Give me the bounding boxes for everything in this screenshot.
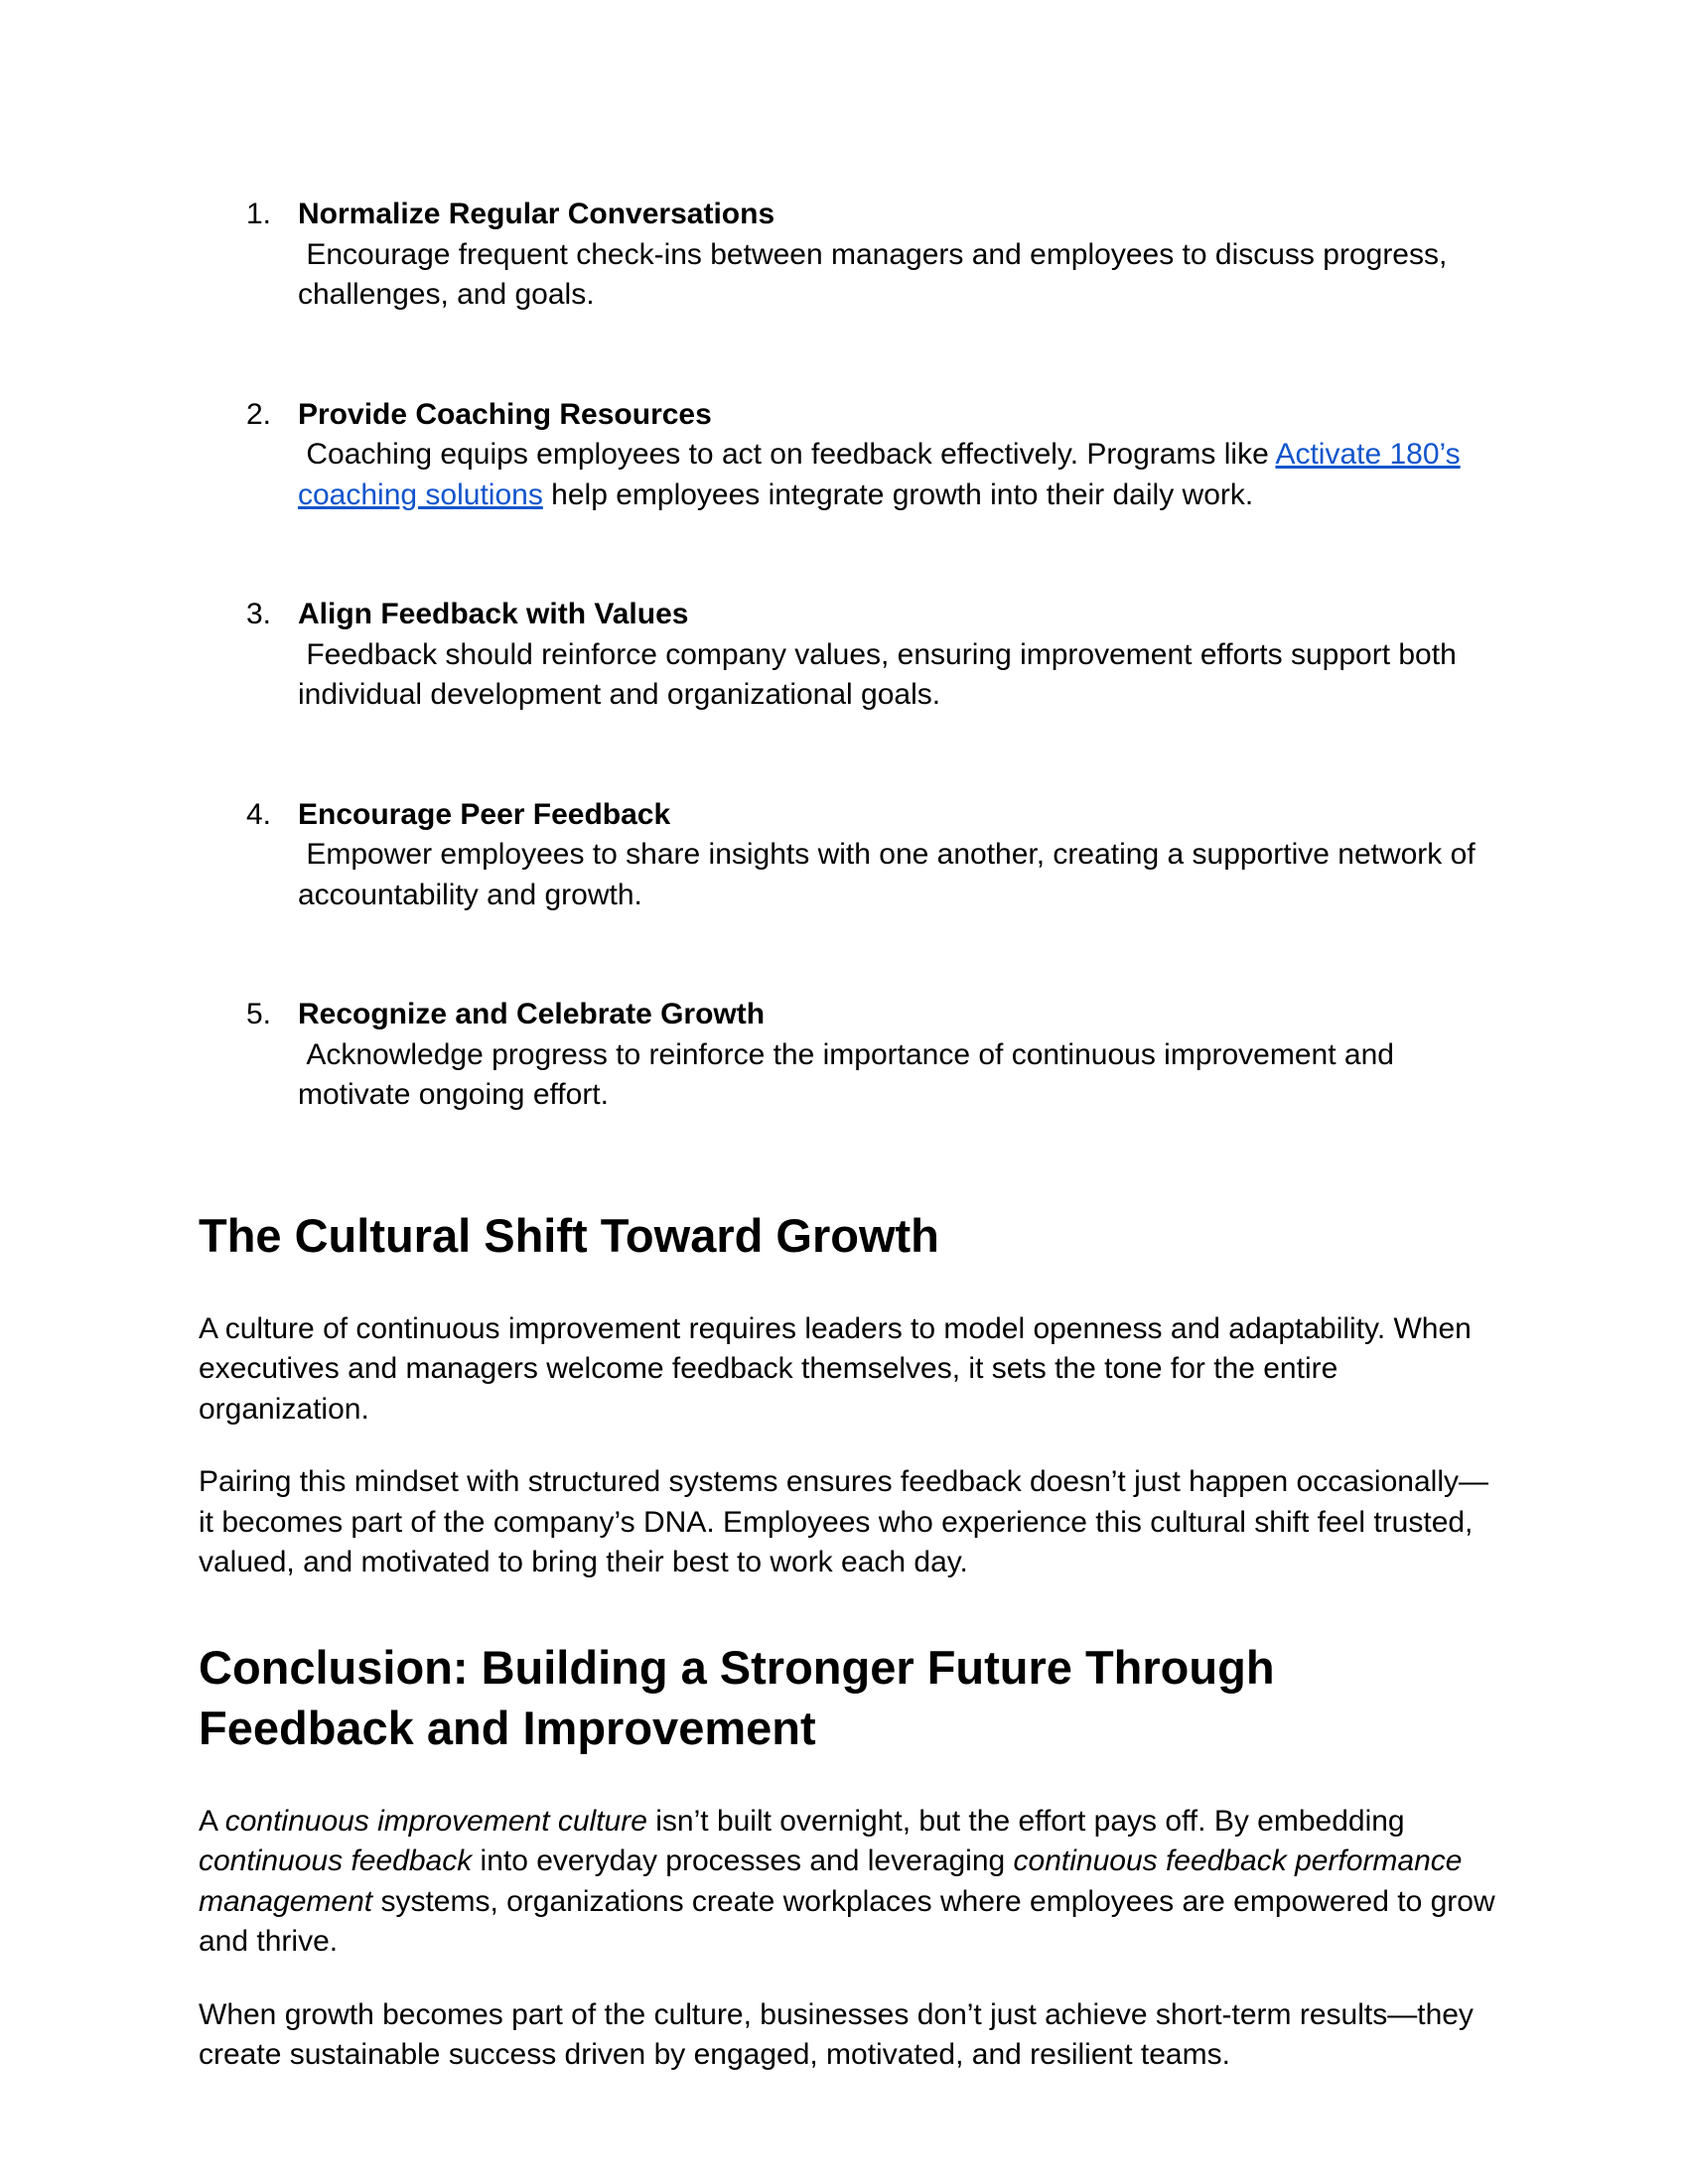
list-item [199,795,1499,916]
culture-paragraph-2: Pairing this mindset with structured systems ensures feedback doesn’t just happen occasionally—it becomes part of the company’s DNA. Employees who experience this cultural shift feel trusted, valued, and motivated to bring their best to work each day. [199,1465,1488,1578]
coaching-solutions-link[interactable]: Activate 180’s coaching solutions [298,438,1461,511]
list-item-title: Normalize Regular Conversations [298,198,775,230]
list-item-title: Recognize and Celebrate Growth [298,998,766,1030]
list-item [199,395,1499,516]
culture-section-heading: The Cultural Shift Toward Growth [199,1208,939,1262]
emphasis-term: continuous improvement culture [224,1804,647,1838]
conclusion-paragraph-2: When growth becomes part of the culture, businesses don’t just achieve short-term results—they create sustainable success driven by engaged, motivated, and resilient teams. [199,1997,1474,2071]
list-item-number: 3. [246,598,272,630]
list-item-body: Coaching equips employees to act on feedback effectively. Programs like Activate 180’s coaching solutions help employees integrate growth into their daily work. [298,438,1461,511]
emphasis-term: continuous feedback [199,1844,473,1877]
list-item [199,595,1499,716]
list-item [199,195,1499,316]
list-item-number: 5. [246,998,272,1030]
list-item-title: Encourage Peer Feedback [298,797,671,831]
list-item-body: Feedback should reinforce company values, ensuring improvement efforts support both individual development and organizational goals. [298,637,1457,711]
steps-list [199,195,1499,1116]
list-item-title: Provide Coaching Resources [298,397,712,431]
list-item-body: Empower employees to share insights with one another, creating a supportive network of accountability and growth. [298,838,1476,911]
document-page [199,195,1499,2076]
conclusion-paragraph-1: A continuous improvement culture isn’t built overnight, but the effort pays off. By embedding continuous feedback into everyday processes and leveraging continuous feedback performance management systems, organizations create workplaces where employees are empowered to grow and thrive. [199,1804,1495,1958]
list-item-body: Encourage frequent check-ins between managers and employees to discuss progress, challenges, and goals. [298,237,1448,311]
culture-paragraph-1: A culture of continuous improvement requires leaders to model openness and adaptability. When executives and managers welcome feedback themselves, it sets the tone for the entire organization. [199,1311,1472,1426]
list-item-number: 2. [246,397,272,431]
list-item-body: Acknowledge progress to reinforce the importance of continuous improvement and motivate ongoing effort. [298,1037,1394,1111]
list-item-number: 4. [246,797,272,831]
emphasis-term: continuous feedback performance management [199,1844,1463,1918]
list-item-number: 1. [246,198,272,230]
conclusion-section-heading: Conclusion: Building a Stronger Future Through Feedback and Improvement [199,1640,1275,1754]
list-item [199,995,1499,1116]
list-item-title: Align Feedback with Values [298,598,689,630]
